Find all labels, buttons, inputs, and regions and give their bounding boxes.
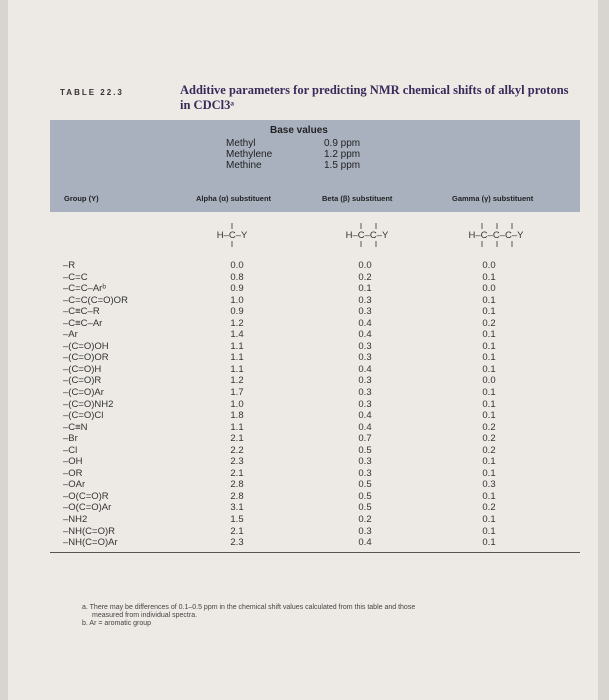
group-cell: –NH2 xyxy=(63,514,88,526)
alpha-cell: 0.0 xyxy=(230,260,244,271)
group-cell: –C≡N xyxy=(63,421,88,433)
alpha-cell: 2.3 xyxy=(230,537,244,549)
footnote-a-continued: measured from individual spectra. xyxy=(92,612,198,619)
base-value: 1.2 ppm xyxy=(324,149,361,160)
beta-cell: 0.2 xyxy=(358,271,372,283)
alpha-cell: 1.0 xyxy=(230,398,244,410)
group-cell: –(C=O)OR xyxy=(63,352,109,364)
alpha-cell: 1.1 xyxy=(230,340,244,352)
group-cell: –O(C=O)Ar xyxy=(63,502,112,514)
alpha-column xyxy=(222,260,252,549)
base-name: Methine xyxy=(226,160,262,171)
gamma-cell: 0.1 xyxy=(482,410,496,422)
group-cell: –(C=O)Ar xyxy=(63,387,104,399)
base-row xyxy=(226,149,360,160)
gamma-cell: 0.1 xyxy=(482,329,496,341)
beta-cell: 0.3 xyxy=(358,294,372,306)
gamma-cell: 0.1 xyxy=(482,490,496,502)
group-cell: –C≡C–Ar xyxy=(63,317,103,329)
alpha-structure-text: H–C–Y xyxy=(216,230,248,241)
beta-cell: 0.4 xyxy=(358,317,372,329)
beta-structure-drawing xyxy=(327,220,407,250)
gamma-structure xyxy=(446,220,546,260)
gamma-cell: 0.1 xyxy=(482,387,496,399)
alpha-cell: 2.8 xyxy=(230,490,244,502)
gamma-cell: 0.1 xyxy=(482,363,496,375)
beta-cell: 0.7 xyxy=(358,433,372,445)
beta-cell: 0.3 xyxy=(358,456,372,468)
group-cell: –Ar xyxy=(63,329,78,341)
group-cell: –(C=O)NH2 xyxy=(63,398,114,410)
gamma-column xyxy=(474,260,504,549)
alpha-cell: 1.8 xyxy=(230,410,244,422)
alpha-cell: 0.9 xyxy=(230,306,244,318)
group-cell: –OH xyxy=(63,456,83,468)
gamma-cell: 0.2 xyxy=(482,317,496,329)
beta-column xyxy=(350,260,380,549)
group-cell: –R xyxy=(63,260,76,271)
gamma-cell: 0.2 xyxy=(482,421,496,433)
group-cell: –C=C–Arᵇ xyxy=(63,283,106,295)
beta-column-header: Beta (β) substituent xyxy=(322,194,393,203)
beta-structure xyxy=(327,220,407,260)
group-cell: –O(C=O)R xyxy=(63,490,109,502)
gamma-cell: 0.1 xyxy=(482,456,496,468)
base-value: 1.5 ppm xyxy=(324,160,361,171)
footnote-b: b. Ar = aromatic group xyxy=(82,620,152,627)
footnote-a: a. There may be differences of 0.1–0.5 ppm in the chemical shift values calculated from this table and those xyxy=(82,604,416,611)
group-cell: –(C=O)R xyxy=(63,375,102,387)
group-cell: –OAr xyxy=(63,479,86,491)
gamma-cell: 0.1 xyxy=(482,340,496,352)
alpha-cell: 1.0 xyxy=(230,294,244,306)
base-row xyxy=(226,138,360,149)
group-cell: –(C=O)OH xyxy=(63,340,109,352)
beta-cell: 0.3 xyxy=(358,398,372,410)
alpha-cell: 0.9 xyxy=(230,283,244,295)
beta-cell: 0.3 xyxy=(358,387,372,399)
group-cell: –C=C xyxy=(63,271,88,283)
gamma-cell: 0.1 xyxy=(482,537,496,549)
group-cell: –NH(C=O)R xyxy=(63,525,115,537)
table-label: TABLE 22.3 xyxy=(60,88,124,97)
beta-structure-text: H–C–C–Y xyxy=(345,230,389,241)
gamma-structure-text: H–C–C–C–Y xyxy=(468,230,524,241)
beta-cell: 0.3 xyxy=(358,352,372,364)
gamma-cell: 0.2 xyxy=(482,502,496,514)
gamma-cell: 0.0 xyxy=(482,283,496,295)
alpha-cell: 2.3 xyxy=(230,456,244,468)
alpha-cell: 3.1 xyxy=(230,502,244,514)
alpha-cell: 2.1 xyxy=(230,525,244,537)
base-values-heading: Base values xyxy=(270,125,328,136)
beta-cell: 0.3 xyxy=(358,375,372,387)
gamma-column-header: Gamma (γ) substituent xyxy=(452,194,534,203)
alpha-cell: 1.4 xyxy=(230,329,244,341)
gamma-cell: 0.1 xyxy=(482,467,496,479)
gamma-cell: 0.1 xyxy=(482,525,496,537)
gamma-cell: 0.1 xyxy=(482,514,496,526)
beta-cell: 0.5 xyxy=(358,502,372,514)
alpha-cell: 1.2 xyxy=(230,317,244,329)
alpha-cell: 2.1 xyxy=(230,433,244,445)
base-name: Methyl xyxy=(226,138,256,149)
gamma-cell: 0.1 xyxy=(482,294,496,306)
gamma-cell: 0.1 xyxy=(482,352,496,364)
alpha-column-header: Alpha (α) substituent xyxy=(196,194,272,203)
alpha-cell: 1.5 xyxy=(230,514,244,526)
base-name: Methylene xyxy=(226,149,273,160)
table-bottom-rule xyxy=(50,552,580,553)
base-value: 0.9 ppm xyxy=(324,138,361,149)
group-cell: –C=C(C=O)OR xyxy=(63,294,128,306)
beta-cell: 0.4 xyxy=(358,410,372,422)
group-cell: –Br xyxy=(63,433,78,445)
group-cell: –C≡C–R xyxy=(63,306,100,318)
beta-cell: 0.3 xyxy=(358,306,372,318)
group-cell: –NH(C=O)Ar xyxy=(63,537,118,549)
beta-cell: 0.3 xyxy=(358,340,372,352)
gamma-cell: 0.3 xyxy=(482,479,496,491)
beta-cell: 0.0 xyxy=(358,260,372,271)
beta-cell: 0.5 xyxy=(358,490,372,502)
beta-cell: 0.4 xyxy=(358,421,372,433)
table-title: Additive parameters for predicting NMR chemical shifts of alkyl protons in CDCl3ᵃ xyxy=(180,83,569,112)
beta-cell: 0.4 xyxy=(358,363,372,375)
beta-cell: 0.5 xyxy=(358,444,372,456)
gamma-cell: 0.0 xyxy=(482,260,496,271)
beta-cell: 0.3 xyxy=(358,467,372,479)
beta-cell: 0.4 xyxy=(358,329,372,341)
gamma-cell: 0.2 xyxy=(482,433,496,445)
beta-cell: 0.3 xyxy=(358,525,372,537)
alpha-cell: 1.7 xyxy=(230,387,244,399)
alpha-cell: 1.1 xyxy=(230,363,244,375)
alpha-cell: 1.1 xyxy=(230,352,244,364)
group-column xyxy=(63,260,203,549)
alpha-cell: 0.8 xyxy=(230,271,244,283)
group-cell: –OR xyxy=(63,467,83,479)
alpha-cell: 2.2 xyxy=(230,444,244,456)
gamma-cell: 0.1 xyxy=(482,306,496,318)
group-column-header: Group (Y) xyxy=(64,194,99,203)
gamma-cell: 0.0 xyxy=(482,375,496,387)
alpha-cell: 2.1 xyxy=(230,467,244,479)
group-cell: –(C=O)H xyxy=(63,363,102,375)
alpha-structure xyxy=(202,220,262,260)
alpha-cell: 2.8 xyxy=(230,479,244,491)
gamma-structure-drawing xyxy=(446,220,546,250)
beta-cell: 0.5 xyxy=(358,479,372,491)
group-cell: –(C=O)Cl xyxy=(63,410,104,422)
gamma-cell: 0.1 xyxy=(482,398,496,410)
beta-cell: 0.1 xyxy=(358,283,372,295)
alpha-cell: 1.1 xyxy=(230,421,244,433)
base-values-list xyxy=(226,138,360,171)
alpha-structure-drawing xyxy=(202,220,262,250)
beta-cell: 0.4 xyxy=(358,537,372,549)
gamma-cell: 0.2 xyxy=(482,444,496,456)
group-cell: –Cl xyxy=(63,444,78,456)
alpha-cell: 1.2 xyxy=(230,375,244,387)
beta-cell: 0.2 xyxy=(358,514,372,526)
gamma-cell: 0.1 xyxy=(482,271,496,283)
base-row xyxy=(226,160,360,171)
